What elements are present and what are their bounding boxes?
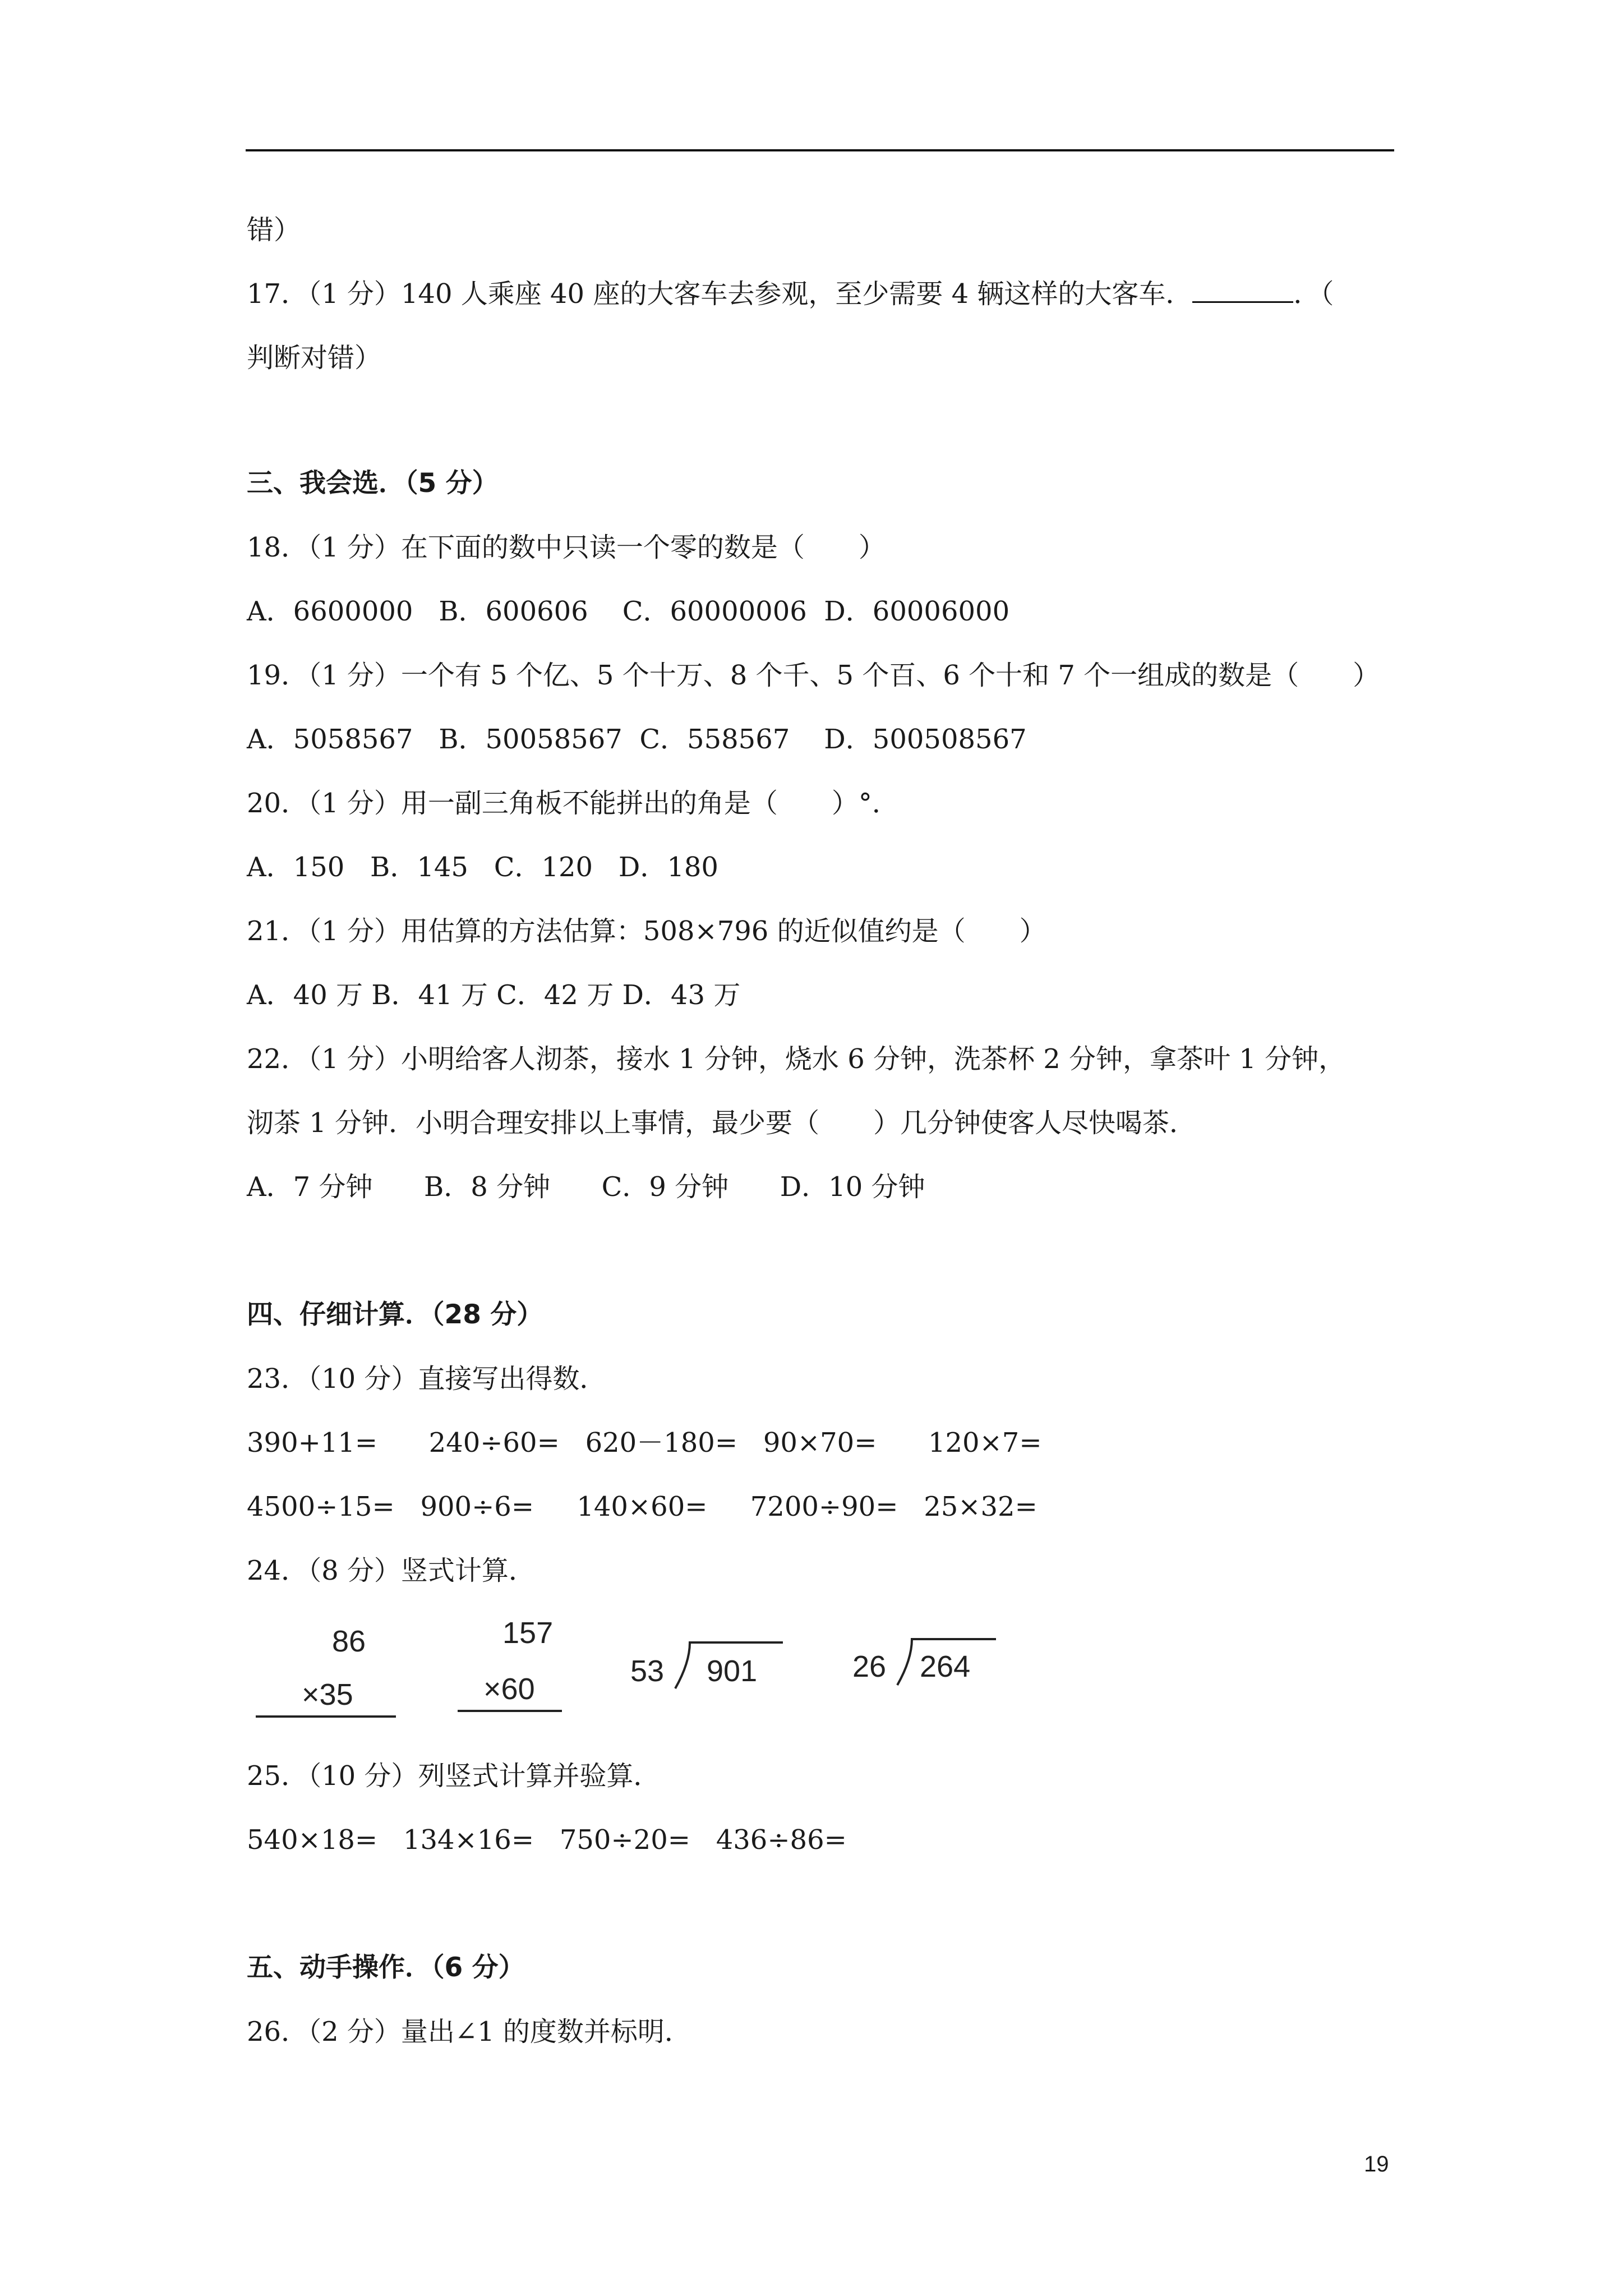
question-18: 18．（1 分）在下面的数中只读一个零的数是（ ）: [247, 532, 886, 563]
calc-rule: [458, 1710, 562, 1712]
page-number: 19: [1364, 2152, 1389, 2177]
question-22-options: A．7 分钟 B．8 分钟 C．9 分钟 D．10 分钟: [247, 1171, 925, 1203]
question-17-text: 17．（1 分）140 人乘座 40 座的大客车去参观，至少需要 4 辆这样的大客车．: [247, 278, 1193, 310]
question-23: 23．（10 分）直接写出得数．: [247, 1363, 607, 1395]
divisor: 26: [852, 1650, 887, 1683]
question-26: 26．（2 分）量出∠1 的度数并标明．: [247, 2016, 691, 2047]
question-25: 25．（10 分）列竖式计算并验算．: [247, 1760, 661, 1792]
question-19-options: A．5058567 B．50058567 C．558567 D．500508567: [247, 724, 1027, 755]
question-17-cont: 判断对错）: [247, 342, 382, 374]
dividend: 901: [707, 1654, 758, 1688]
question-23-row-1: 390+11= 240÷60= 620－180= 90×70= 120×7=: [247, 1427, 1042, 1458]
answer-blank[interactable]: [1192, 279, 1293, 303]
multiplicand: 86: [332, 1625, 366, 1658]
question-23-row-2: 4500÷15= 900÷6= 140×60= 7200÷90= 25×32=: [247, 1491, 1038, 1522]
question-18-options: A．6600000 B．600606 C．60000006 D．60006000: [247, 596, 1010, 627]
question-21: 21．（1 分）用估算的方法估算：508×796 的近似值约是（ ）: [247, 915, 1046, 947]
question-22: 22．（1 分）小明给客人沏茶，接水 1 分钟，烧水 6 分钟，洗茶杯 2 分钟，拿茶叶 1 分钟，: [247, 1043, 1346, 1075]
section-3-heading: 三、我会选．（5 分）: [247, 468, 499, 499]
question-17: [247, 276, 1334, 312]
text-line: 错）: [247, 214, 301, 246]
header-rule: [246, 149, 1394, 151]
question-20: 20．（1 分）用一副三角板不能拼出的角是（ ）°．: [247, 788, 899, 819]
section-4-heading: 四、仔细计算．（28 分）: [247, 1299, 543, 1330]
section-5-heading: 五、动手操作．（6 分）: [247, 1952, 525, 1983]
question-25-row: 540×18= 134×16= 750÷20= 436÷86=: [247, 1824, 847, 1856]
question-21-options: A．40 万 B．41 万 C．42 万 D．43 万: [247, 979, 741, 1011]
multiplier: ×35: [302, 1678, 353, 1711]
dividend: 264: [920, 1650, 971, 1683]
question-20-options: A．150 B．145 C．120 D．180: [247, 852, 718, 883]
question-24: 24．（8 分）竖式计算．: [247, 1555, 536, 1586]
calc-rule: [256, 1715, 396, 1718]
multiplicand: 157: [502, 1616, 554, 1650]
multiplier: ×60: [483, 1672, 535, 1706]
question-17-tail: ．（: [1293, 278, 1334, 310]
question-22-cont: 沏茶 1 分钟．小明合理安排以上事情，最少要（ ）几分钟使客人尽快喝茶．: [247, 1107, 1197, 1139]
question-19: 19．（1 分）一个有 5 个亿、5 个十万、8 个千、5 个百、6 个十和 7 个一组成的数是（ ）: [247, 660, 1380, 691]
divisor: 53: [630, 1654, 665, 1688]
